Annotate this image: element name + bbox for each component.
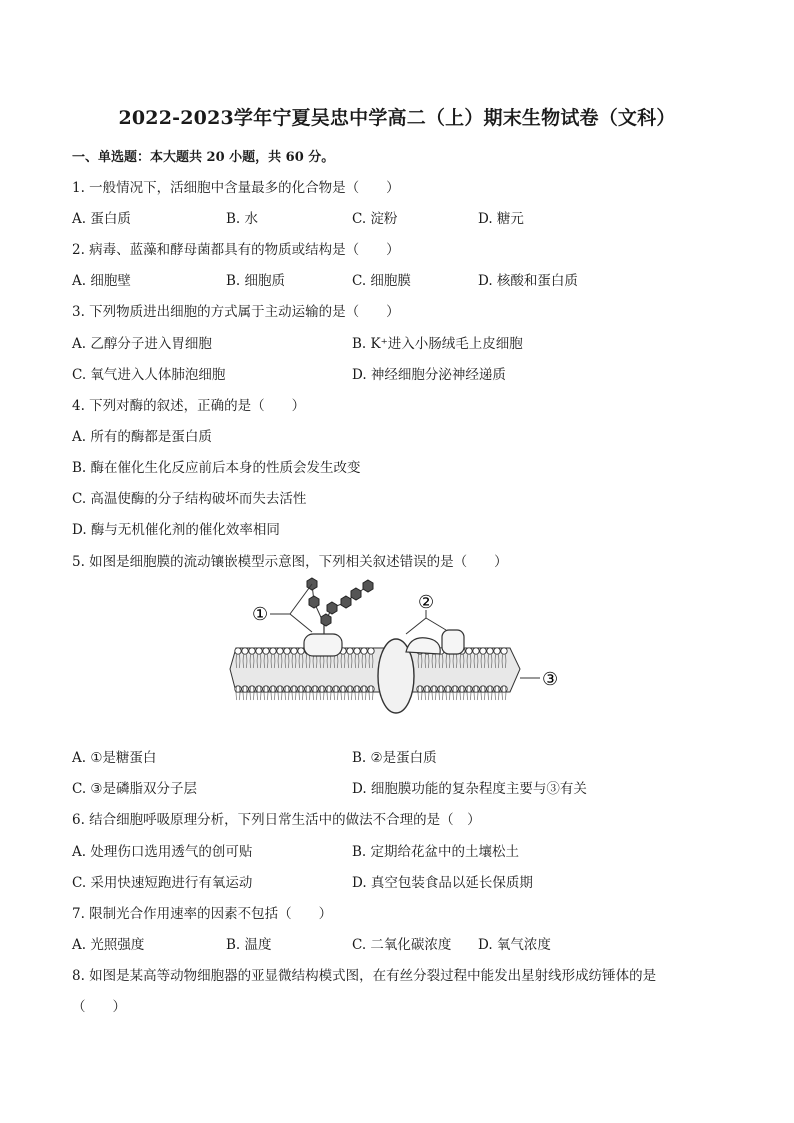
phospholipid-head (445, 686, 451, 692)
phospholipid-head (431, 686, 437, 692)
question-6-stem: 6. 结合细胞呼吸原理分析，下列日常生活中的做法不合理的是（ ） (72, 812, 481, 828)
q5-option-b: B. ②是蛋白质 (352, 750, 437, 766)
q1-option-c: C. 淀粉 (352, 211, 398, 227)
q5-option-d: D. 细胞膜功能的复杂程度主要与③有关 (352, 781, 587, 797)
phospholipid-head (361, 648, 367, 654)
q1-option-d: D. 糖元 (478, 211, 524, 227)
question-7-stem: 7. 限制光合作用速率的因素不包括（ ） (72, 906, 333, 922)
phospholipid-head (487, 648, 493, 654)
phospholipid-head (424, 686, 430, 692)
question-1-stem: 1. 一般情况下，活细胞中含量最多的化合物是（ ） (72, 180, 400, 196)
phospholipid-head (312, 686, 318, 692)
phospholipid-head (242, 686, 248, 692)
phospholipid-head (326, 686, 332, 692)
phospholipid-head (242, 648, 248, 654)
label-1: ① (252, 604, 269, 625)
phospholipid-head (347, 648, 353, 654)
exam-title: 2022-2023学年宁夏吴忠中学高二（上）期末生物试卷（文科） (118, 107, 676, 129)
phospholipid-head (361, 686, 367, 692)
q1-option-a: A. 蛋白质 (72, 211, 131, 227)
phospholipid-head (305, 686, 311, 692)
q5-option-c: C. ③是磷脂双分子层 (72, 781, 198, 797)
phospholipid-head (263, 648, 269, 654)
q7-option-d: D. 氧气浓度 (478, 937, 551, 953)
phospholipid-head (354, 648, 360, 654)
q7-option-b: B. 温度 (226, 937, 272, 953)
phospholipid-head (417, 686, 423, 692)
phospholipid-head (466, 648, 472, 654)
phospholipid-head (480, 686, 486, 692)
phospholipid-head (256, 648, 262, 654)
phospholipid-head (459, 686, 465, 692)
phospholipid-head (333, 686, 339, 692)
label-3: ③ (542, 669, 559, 690)
question-5-stem: 5. 如图是细胞膜的流动镶嵌模型示意图，下列相关叙述错误的是（ ） (72, 554, 508, 570)
phospholipid-head (354, 686, 360, 692)
q4-option-c: C. 高温使酶的分子结构破坏而失去活性 (72, 491, 307, 507)
q2-option-c: C. 细胞膜 (352, 273, 411, 289)
phospholipid-head (487, 686, 493, 692)
surface-protein (406, 638, 440, 654)
question-3-stem: 3. 下列物质进出细胞的方式属于主动运输的是（ ） (72, 304, 400, 320)
q6-option-c: C. 采用快速短跑进行有氧运动 (72, 875, 253, 891)
question-4-stem: 4. 下列对酶的叙述，正确的是（ ） (72, 398, 306, 414)
phospholipid-head (368, 648, 374, 654)
q6-option-b: B. 定期给花盆中的土壤松土 (352, 844, 520, 860)
question-2-stem: 2. 病毒、蓝藻和酵母菌都具有的物质或结构是（ ） (72, 242, 400, 258)
q4-option-d: D. 酶与无机催化剂的催化效率相同 (72, 522, 280, 538)
phospholipid-head (263, 686, 269, 692)
q1-option-b: B. 水 (226, 211, 259, 227)
phospholipid-head (452, 686, 458, 692)
phospholipid-head (438, 686, 444, 692)
phospholipid-bilayer (230, 648, 520, 700)
section-heading: 一、单选题：本大题共 20 小题，共 60 分。 (72, 150, 335, 165)
phospholipid-head (291, 648, 297, 654)
phospholipid-head (298, 648, 304, 654)
q2-option-d: D. 核酸和蛋白质 (478, 273, 578, 289)
phospholipid-head (347, 686, 353, 692)
q7-option-c: C. 二氧化碳浓度 (352, 937, 452, 953)
phospholipid-head (256, 686, 262, 692)
phospholipid-head (277, 686, 283, 692)
phospholipid-head (319, 686, 325, 692)
label-2-pointer (406, 610, 446, 634)
phospholipid-head (480, 648, 486, 654)
phospholipid-head (235, 686, 241, 692)
phospholipid-head (235, 648, 241, 654)
q2-option-a: A. 细胞壁 (72, 273, 131, 289)
q3-option-d: D. 神经细胞分泌神经递质 (352, 367, 506, 383)
q2-option-b: B. 细胞质 (226, 273, 286, 289)
phospholipid-head (368, 686, 374, 692)
q3-option-c: C. 氧气进入人体肺泡细胞 (72, 367, 226, 383)
cell-membrane-diagram (228, 574, 573, 724)
phospholipid-head (501, 648, 507, 654)
phospholipid-head (284, 686, 290, 692)
phospholipid-head (249, 686, 255, 692)
q5-option-a: A. ①是糖蛋白 (72, 750, 157, 766)
label-1-pointer (270, 584, 312, 632)
phospholipid-head (473, 686, 479, 692)
phospholipid-head (249, 648, 255, 654)
q6-option-a: A. 处理伤口选用透气的创可贴 (72, 844, 253, 860)
label-2: ② (418, 592, 435, 613)
q6-option-d: D. 真空包装食品以延长保质期 (352, 875, 533, 891)
q3-option-b: B. K⁺进入小肠绒毛上皮细胞 (352, 336, 523, 352)
phospholipid-head (277, 648, 283, 654)
q4-option-a: A. 所有的酶都是蛋白质 (72, 429, 212, 445)
phospholipid-head (494, 648, 500, 654)
phospholipid-head (284, 648, 290, 654)
phospholipid-head (291, 686, 297, 692)
phospholipid-head (473, 648, 479, 654)
phospholipid-head (340, 686, 346, 692)
phospholipid-head (501, 686, 507, 692)
q7-option-a: A. 光照强度 (72, 937, 145, 953)
sugar-chain (307, 578, 373, 626)
phospholipid-head (270, 648, 276, 654)
q4-option-b: B. 酶在催化生化反应前后本身的性质会发生改变 (72, 460, 361, 476)
phospholipid-head (494, 686, 500, 692)
surface-protein-small (442, 630, 464, 654)
q3-option-a: A. 乙醇分子进入胃细胞 (72, 336, 212, 352)
question-8-stem-continued: （ ） (72, 999, 126, 1015)
glycoprotein-body (304, 634, 342, 656)
phospholipid-head (298, 686, 304, 692)
phospholipid-head (270, 686, 276, 692)
phospholipid-head (466, 686, 472, 692)
question-8-stem: 8. 如图是某高等动物细胞器的亚显微结构模式图，在有丝分裂过程中能发出星射线形成纺锤体的是 (72, 968, 657, 984)
